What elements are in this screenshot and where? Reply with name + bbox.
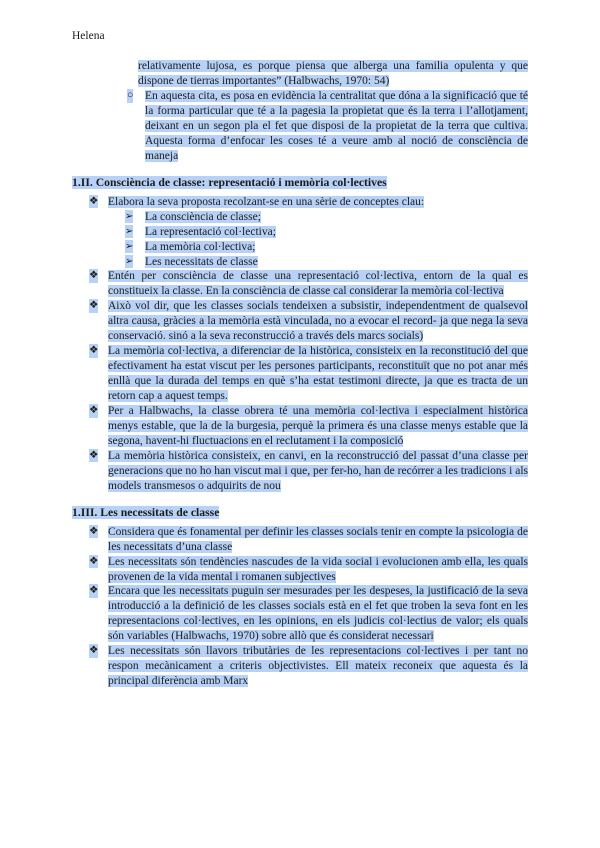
quote-text: relativamente lujosa, es porque piensa que alberga una familia opulenta y que dispone de tierras importantes” (Halbwachs, 1970: 54) (138, 60, 528, 87)
arrow-bullet-icon: ➢ (125, 225, 134, 237)
diamond-bullet-icon: ❖ (89, 404, 99, 416)
list-item (72, 344, 528, 404)
arrow-bullet-icon: ➢ (125, 255, 134, 267)
list-item (72, 525, 528, 555)
list-item-text: Entén per consciència de classe una representació col·lectiva, entorn de la qual es constitueix la classe. En la consciència de classe cal considerar la memòria col·lectiva (108, 270, 528, 298)
list-item (72, 210, 528, 225)
arrow-bullet-icon: ➢ (125, 240, 134, 252)
section-heading-text: 1.III. Les necessitats de classe (72, 505, 220, 519)
arrow-bullet-icon: ➢ (125, 210, 134, 222)
diamond-bullet-icon: ❖ (89, 585, 99, 597)
list-item (72, 449, 528, 494)
list-item-text: La memòria col·lectiva, a diferenciar de la històrica, consisteix en la reconstitució del que efectivament ha estat viscut per les persones participants, reconstituït que no pot anar més enllà que la durada del temps en què s’ha estat testimoni directe, ja que es tracta de un retorn cap a aquest temps. (108, 345, 528, 402)
diamond-bullet-icon: ❖ (89, 300, 99, 312)
list-item-text: Per a Halbwachs, la classe obrera té una memòria col·lectiva i especialment històrica menys estable, que la de la burgesia, perquè la primera és una classe menys estable que la segona, havent-hi fluctuacions en el reclutament i la composició (108, 404, 528, 447)
list-item-text: Les necessitats són tendències nascudes de la vida social i evolucionen amb ella, les quals provenen de la vida mental i romanen subjectives (108, 555, 528, 583)
section-heading-1iii (72, 505, 528, 520)
quote-paragraph (138, 59, 528, 89)
diamond-bullet-icon: ❖ (89, 449, 99, 461)
diamond-bullet-icon: ❖ (89, 195, 99, 207)
list-item-text: Considera que és fonamental per definir les classes socials tenir en compte la psicologia de les necessitats d’una classe (108, 525, 528, 553)
diamond-bullet-icon: ❖ (89, 270, 99, 282)
list-item-text: La memòria històrica consisteix, en canvi, en la reconstrucció del passat d’una classe per generacions que no ho han viscut mai i que, per fer-ho, han de recórrer a les tradicions i als models transmesos o adquirits de nou (108, 449, 528, 492)
diamond-bullet-icon: ❖ (89, 555, 99, 567)
list-item-text: La representació col·lectiva; (145, 225, 276, 238)
list-item-text: Això vol dir, que les classes socials tendeixen a subsistir, independentment de qualsevol altra causa, gràcies a la memòria està vinculada, no a evocar el record- ja que nega la seva conservació. sinó a la seva reconstrucció a través dels marcs socials) (108, 300, 528, 343)
list-item (72, 644, 528, 689)
section-heading-text: 1.II. Consciència de classe: representació i memòria col·lectives (72, 175, 387, 189)
section-heading-1ii (72, 175, 528, 190)
page-header (72, 30, 528, 42)
header-author: Helena (72, 30, 105, 42)
diamond-bullet-icon: ❖ (89, 645, 99, 657)
list-item (72, 195, 528, 210)
list-item (72, 269, 528, 299)
document-content (72, 59, 528, 689)
list-item (72, 584, 528, 644)
list-item-text: La memòria col·lectiva; (145, 240, 256, 253)
list-item-text: En aquesta cita, es posa en evidència la centralitat que dóna a la significació que té la forma particular que té a la pagesia la propietat que és la terra i l’allotjament, deixant en un segon pla el fet que disposi de la propietat de la terra que cultiva. Aquesta forma d’enfocar les coses té a veure amb al noció de consciència de maneja (145, 89, 528, 162)
list-item (72, 240, 528, 255)
list-item-text: Elabora la seva proposta recolzant-se en una sèrie de conceptes clau: (108, 195, 425, 208)
list-item-text: Les necessitats de classe (145, 255, 258, 268)
diamond-bullet-icon: ❖ (89, 345, 99, 357)
list-item (72, 299, 528, 344)
list-item-text: Encara que les necessitats puguin ser mesurades per les despeses, la justificació de la seva introducció a la definició de les classes socials està en el fet que troben la seva font en les representacions col·lectives, en les opinions, en els judicis col·lectius de valor; els quals són variables (Halbwachs, 1970) sobre allò que és considerat necessari (108, 585, 528, 643)
list-item (72, 89, 528, 164)
list-item (72, 555, 528, 585)
list-item (72, 404, 528, 449)
diamond-bullet-icon: ❖ (89, 525, 99, 537)
list-item (72, 255, 528, 270)
list-item-text: La consciència de classe; (145, 210, 261, 223)
circle-bullet-icon: ○ (127, 89, 134, 101)
list-item-text: Les necessitats són llavors tributàries de les representacions col·lectives i per tant no respon mecànicament a criteris objectivistes. Ell mateix reconeix que aquesta és la principal diferència amb Marx (108, 645, 528, 688)
list-item (72, 225, 528, 240)
